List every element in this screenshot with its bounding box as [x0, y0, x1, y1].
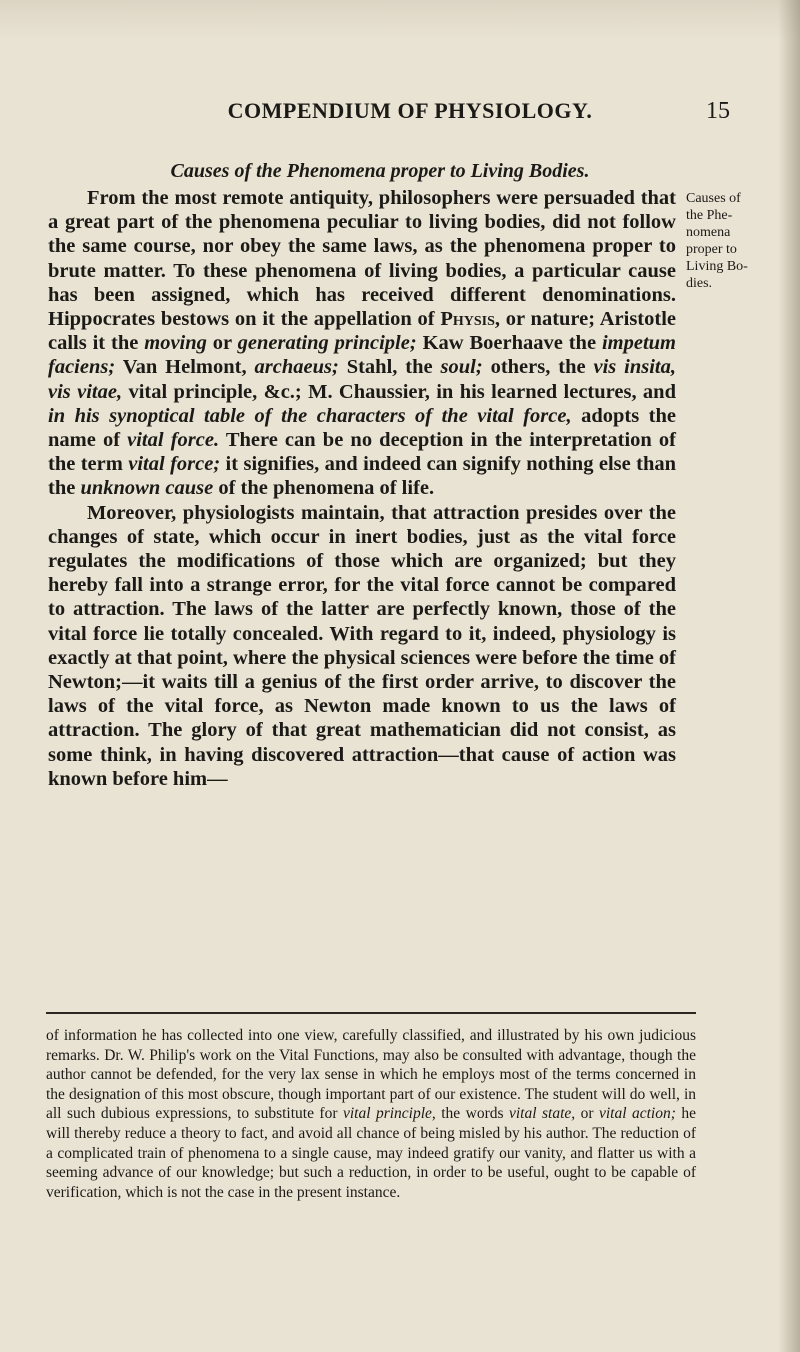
footnote-rule [46, 1012, 696, 1014]
margin-note-line: Causes of [686, 191, 741, 206]
text-run: it signifies, and indeed can signify nothing else than the [48, 453, 676, 500]
italic-text: archaeus; [254, 356, 339, 379]
text-run: There can be no deception in the interpretation of the term [48, 429, 677, 476]
text-run: of the phenomena of life. [213, 477, 435, 500]
text-run: Kaw Boerhaave the [416, 332, 602, 355]
italic-text: impetum faciens; [48, 332, 677, 379]
margin-note-line: proper to [686, 242, 737, 257]
text-run: or [575, 1105, 599, 1123]
small-caps-text: Physis [440, 308, 495, 331]
italic-text: unknown cause [80, 477, 214, 500]
text-run: others, the [482, 356, 594, 379]
italic-text: vital action; [598, 1105, 676, 1123]
margin-note-line: Living Bo- [686, 259, 748, 274]
text-run: Van Helmont, [115, 356, 255, 379]
text-run: adopts the name of [48, 404, 676, 452]
italic-text: vital force; [128, 453, 221, 476]
italic-text: in his synoptical table of the characters of the vital force, [48, 404, 572, 427]
text-run: he will thereby reduce a theory to fact, and avoid all chance of being misled by his author. The reduction of a complicated train of phenomena to a single cause, may indeed gratify our vanity, and flatter us with a seeming advance of our knowledge; but such a reduction, in order to be useful, ought to be capable of verification, which is not the case in the present instance. [46, 1105, 696, 1201]
text-run: or [206, 332, 238, 355]
italic-text: vis insita, vis vitae, [48, 356, 676, 403]
footnote [46, 1026, 696, 1202]
text-run: the words [435, 1105, 509, 1123]
margin-note-line: dies. [686, 276, 713, 291]
italic-text: vital state, [509, 1105, 576, 1123]
italic-text: vital force. [127, 429, 220, 452]
margin-note-line: the Phe- [686, 208, 733, 223]
running-head: COMPENDIUM OF PHYSIOLOGY. [227, 98, 593, 123]
page-edge-shadow-top [0, 0, 800, 40]
margin-note-line: nomena [686, 225, 731, 240]
paragraph [48, 501, 676, 791]
body-text [48, 186, 676, 791]
margin-note [686, 190, 798, 292]
italic-text: vital principle, [342, 1105, 436, 1123]
page-header [120, 96, 730, 126]
text-run: of information he has collected into one view, carefully classified, and illustrated by his own judicious remarks. Dr. W. Philip's work on the Vital Functions, may also be consulted with advantage, though the author cannot be defended, for the very lax sense in which he employs most of the terms concerned in the designation of this most obscure, though important part of our existence. The student will do well, in all such dubious expressions, to substitute for [46, 1027, 696, 1123]
italic-text: generating principle; [237, 332, 417, 355]
italic-text: soul; [440, 356, 483, 379]
text-run: vital principle, &c.; M. Chaussier, in his learned lectures, and [122, 380, 676, 403]
paragraph [48, 186, 676, 501]
page-number: 15 [706, 98, 730, 124]
text-run: , or nature; Aristotle calls it the [48, 308, 676, 355]
text-run: From the most remote antiquity, philosophers were persuaded that a great part of the phenomena peculiar to living bodies, did not follow the same course, nor obey the same laws, as the phenomena proper to brute matter. To these phenomena of living bodies, a particular cause has been assigned, which has received different denominations. Hippocrates bestows on it the appellation of [48, 187, 676, 331]
text-run: Stahl, the [338, 356, 441, 379]
text-run: Moreover, physiologists maintain, that attraction presides over the changes of state, which occur in inert bodies, just as the vital force regulates the modifications of those which are organized; but they hereby fall into a strange error, for the vital force cannot be compared to attraction. The laws of the latter are perfectly known, those of the vital force lie totally concealed. With regard to it, indeed, physiology is exactly at that point, where the physical sciences were before the time of Newton;—it waits till a genius of the first order arrive, to discover the laws of the vital force, as Newton made known to us the laws of attraction. The glory of that great mathematician did not consist, as some think, in having discovered attraction—that cause of action was known before him— [48, 501, 676, 790]
italic-text: moving [144, 332, 207, 355]
section-title: Causes of the Phenomena proper to Living Bodies. [170, 160, 590, 182]
